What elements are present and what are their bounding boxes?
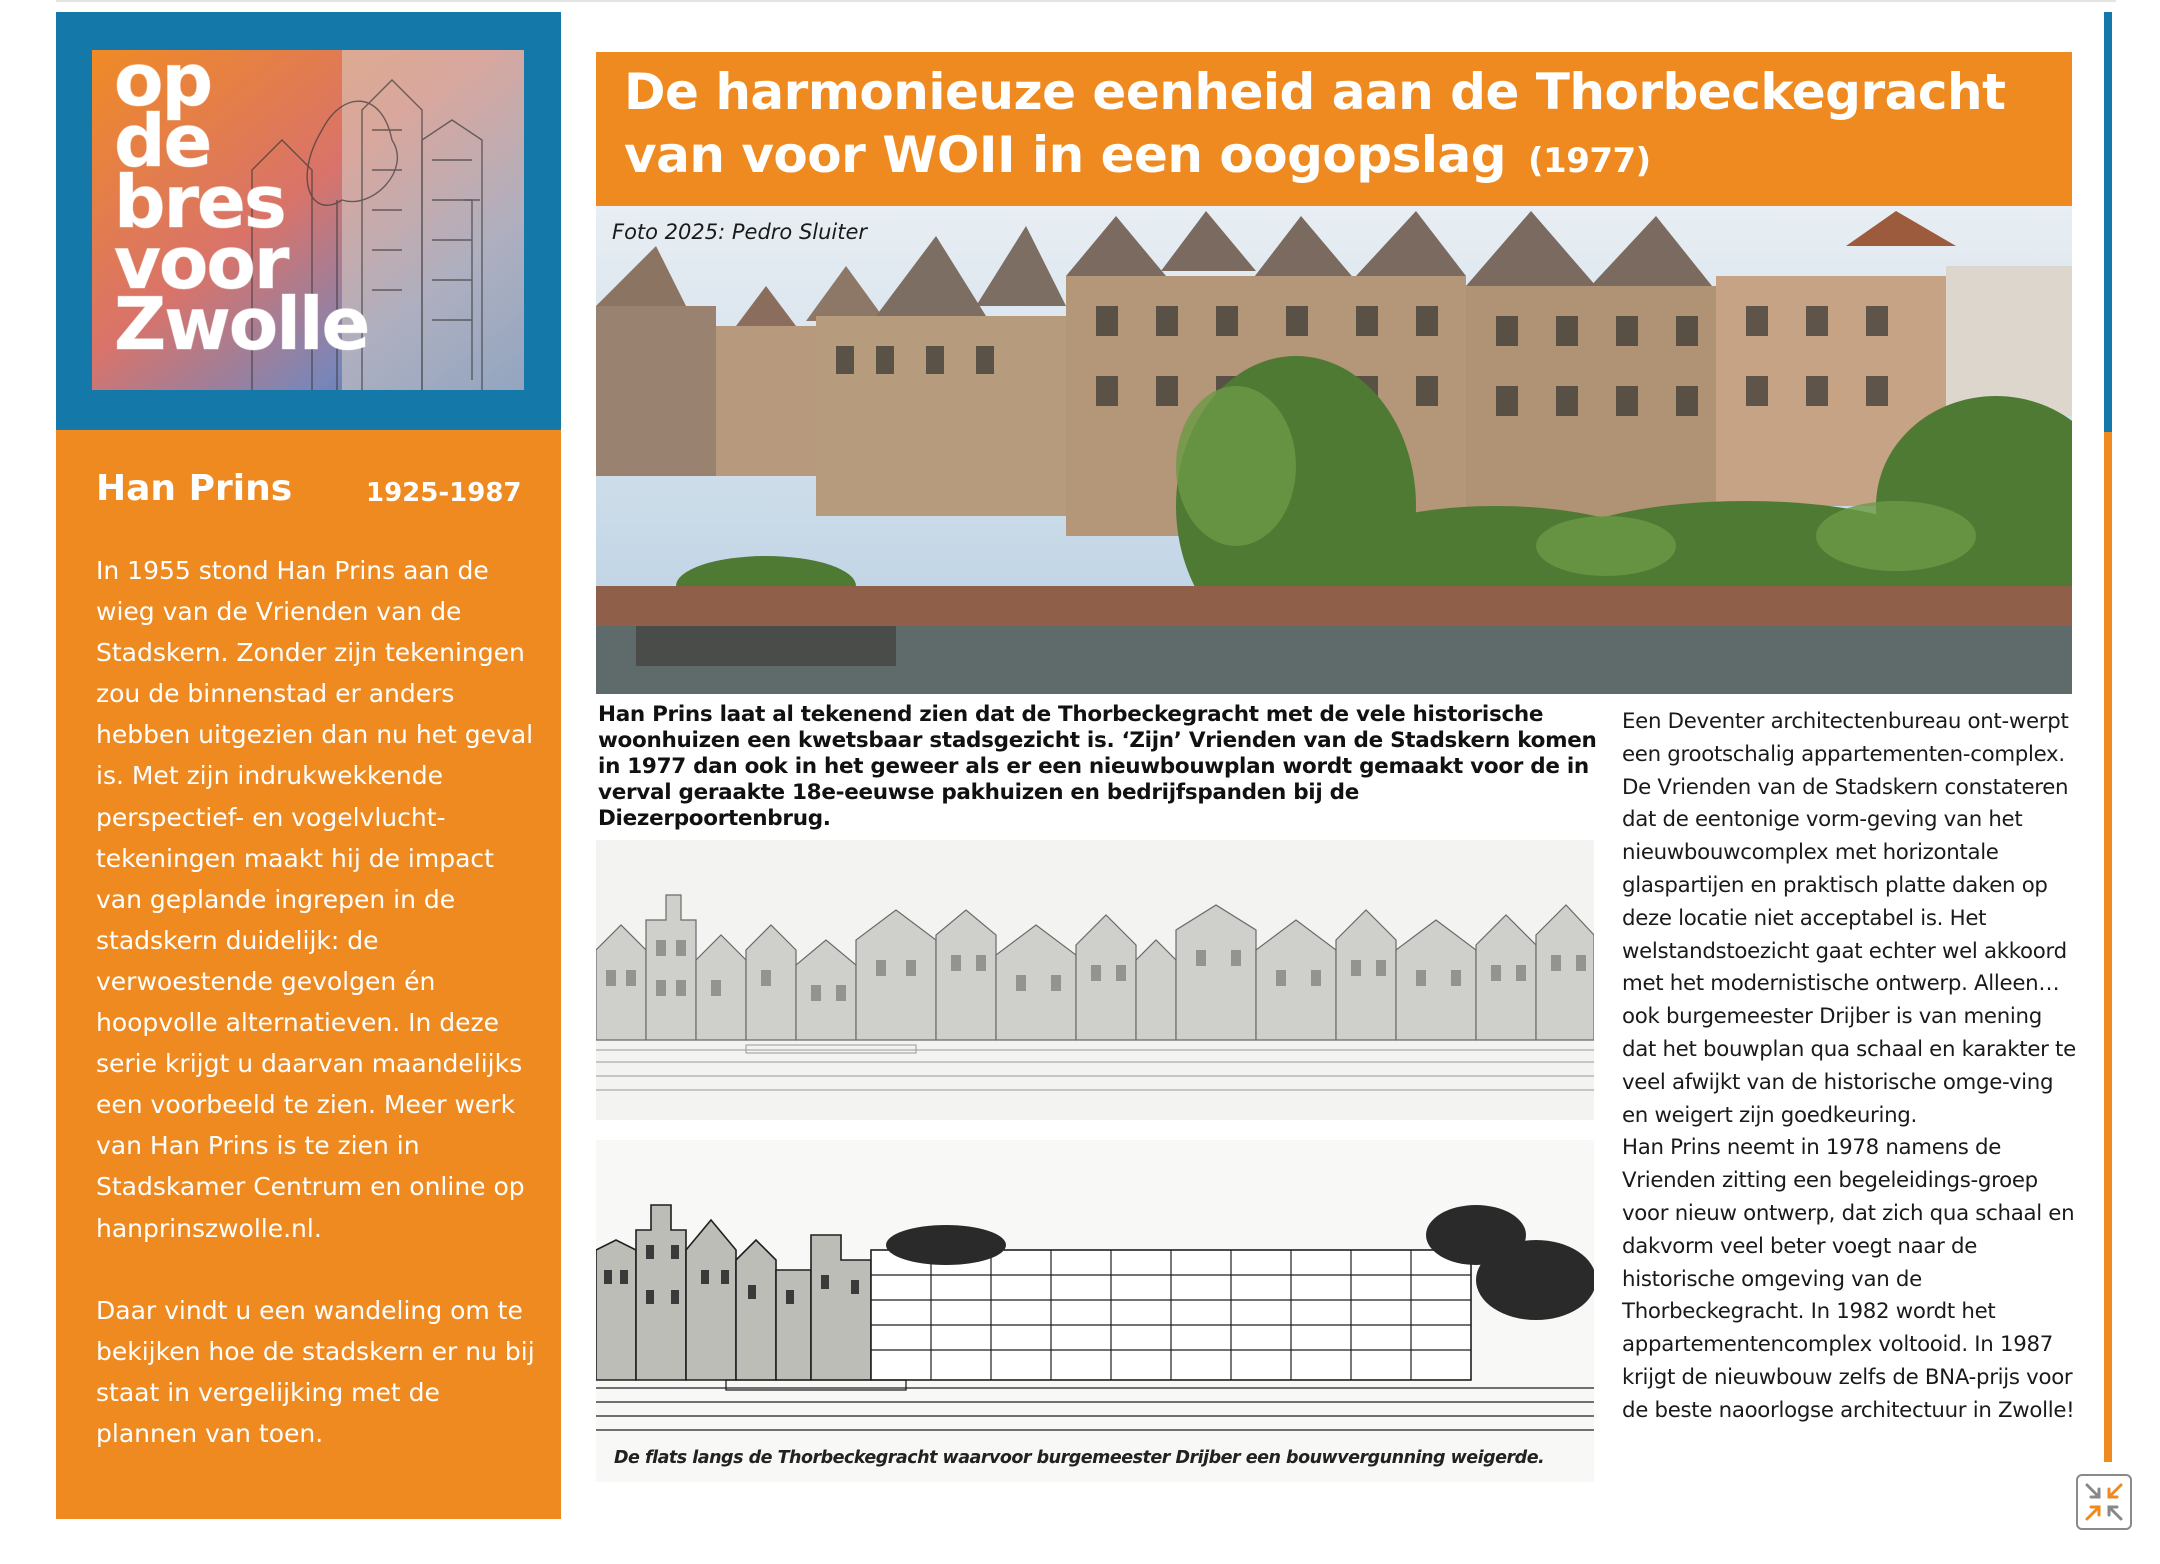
drawing-caption: De flats langs de Thorbeckegracht waarvoor burgemeester Drijber een bouwvergunning weigerde. bbox=[614, 1448, 1545, 1468]
logo-line: bres bbox=[114, 160, 285, 244]
author-bio bbox=[96, 550, 536, 1454]
author-years: 1925-1987 bbox=[366, 478, 522, 508]
right-accent-bar-orange bbox=[2104, 432, 2112, 1462]
historic-facade-drawing bbox=[596, 840, 1594, 1120]
canal-photo-image bbox=[596, 206, 2072, 694]
body-paragraph: Han Prins neemt in 1978 namens de Vrienden zitting een begeleidings-groep voor nieuw ontwerp, dat zich qua schaal en dakvorm veel beter voegt naar de historische omgeving van de Thorbeckegracht. In 1982 wordt het appartementencomplex voltooid. In 1987 krijgt de nieuwbouw zelfs de BNA-prijs voor de beste naoorlogse architectuur in Zwolle! bbox=[1622, 1135, 2075, 1423]
bio-paragraph: Daar vindt u een wandeling om te bekijken hoe de stadskern er nu bij staat in vergelijking met de plannen van toen. bbox=[96, 1295, 535, 1448]
article-title-text: De harmonieuze eenheid aan de Thorbeckegracht van voor WOII in een oogopslag bbox=[624, 63, 2006, 184]
logo-line: voor bbox=[114, 221, 288, 305]
proposed-flats-sketch bbox=[596, 1140, 1594, 1482]
article-title-year: (1977) bbox=[1528, 141, 1651, 181]
photo-caption: Han Prins laat al tekenend zien dat de Thorbeckegracht met de vele historische woonhuizen een kwetsbaar stadsgezicht is. ‘Zijn’ Vrienden van de Stadskern komen in 1977 dan ook in het geweer als er een nieuwbouwplan wordt gemaakt voor de in verval geraakte 18e-eeuwse pakhuizen en bedrijfspanden bij de Diezerpoortenbrug. bbox=[598, 702, 1597, 831]
body-paragraph: Een Deventer architectenbureau ont-werpt een grootschalig appartementen-complex. De Vrienden van de Stadskern constateren dat de eentonige vorm-geving van het nieuwbouwcomplex met horizontale glaspartijen en praktisch platte daken op deze locatie niet acceptabel is. Het welstandstoezicht gaat echter wel akkoord met het modernistische ontwerp. Alleen… ook burgemeester Drijber is van mening dat het bouwplan qua schaal en karakter te veel afwijkt van de historische omge-ving en weigert zijn goedkeuring. bbox=[1622, 709, 2076, 1128]
logo-line: de bbox=[114, 99, 211, 183]
collapse-arrows-icon bbox=[2083, 1481, 2125, 1523]
collapse-button[interactable] bbox=[2076, 1474, 2132, 1530]
historic-facade-sketch bbox=[596, 840, 1594, 1120]
series-logo bbox=[92, 50, 524, 390]
logo-line: op bbox=[114, 50, 212, 122]
article-title-banner bbox=[596, 52, 2072, 206]
author-name: Han Prins bbox=[96, 468, 293, 509]
article-title bbox=[624, 61, 2056, 193]
logo-wordmark bbox=[114, 50, 369, 366]
top-divider bbox=[56, 0, 2116, 2]
proposed-flats-drawing bbox=[596, 1140, 1594, 1482]
bio-paragraph: In 1955 stond Han Prins aan de wieg van de Vrienden van de Stadskern. Zonder zijn tekeningen zou de binnenstad er anders hebben uitgezien dan nu het geval is. Met zijn indrukwekkende perspectief- en vogelvlucht-tekeningen maakt hij de impact van geplande ingrepen in de stadskern duidelijk: de verwoestende gevolgen én hoopvolle alternatieven. In deze serie krijgt u daarvan maandelijks een voorbeeld te zien. Meer werk van Han Prins is te zien in Stadskamer Centrum en online op hanprinszwolle.nl. bbox=[96, 556, 534, 1243]
right-accent-bar-blue bbox=[2104, 12, 2112, 432]
photo-credit: Foto 2025: Pedro Sluiter bbox=[612, 220, 868, 244]
logo-line: Zwolle bbox=[114, 282, 369, 366]
article-body bbox=[1622, 706, 2078, 1428]
canal-photo bbox=[596, 206, 2072, 694]
